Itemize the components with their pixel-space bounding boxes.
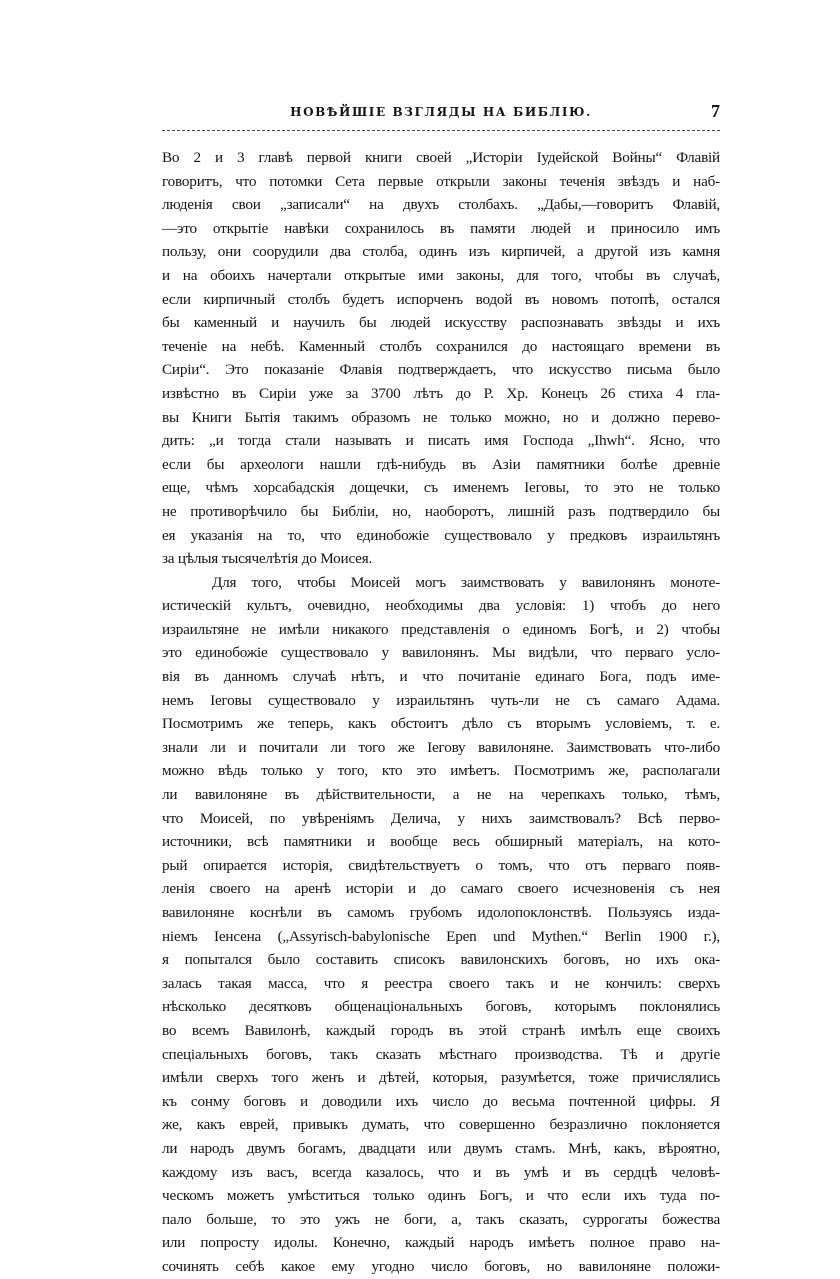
- text-line: еще, чѣмъ хорсабадскія дощечки, съ именемъ Іеговы, то это не только: [162, 479, 720, 497]
- text-line: ленія своего на аренѣ исторіи и до самаго своего исчезновенія съ нея: [162, 880, 720, 898]
- text-line: истическій культъ, очевидно, необходимы два условія: 1) чтобъ до него: [162, 597, 720, 615]
- text-line: израильтяне не имѣли никакого представленія о единомъ Богѣ, и 2) чтобы: [162, 620, 720, 638]
- text-line: бы каменный и научилъ бы людей искусству распознавать звѣзды и ихъ: [162, 314, 720, 332]
- text-line: если бы археологи нашли гдѣ-нибудь въ Азіи памятники болѣе древніе: [162, 455, 720, 473]
- paragraph: [162, 571, 720, 1279]
- text-line: рый опирается исторія, свидѣтельствуетъ о томъ, что отъ перваго появ-: [162, 856, 720, 874]
- text-line: говоритъ, что потомки Сета первые открыли законы теченія звѣздъ и наб-: [162, 172, 720, 190]
- text-line: теченіе на небѣ. Каменный столбъ сохранился до настоящаго времени въ: [162, 337, 720, 355]
- text-line: я попытался было составить списокъ вавилонскихъ боговъ, но ихъ ока-: [162, 951, 720, 969]
- text-line: имѣли сверхъ того женъ и дѣтей, которыя, разумѣется, тоже причислялись: [162, 1069, 720, 1087]
- text-line: знали ли и почитали ли того же Іегову вавилоняне. Заимствовать что-либо: [162, 738, 720, 756]
- text-line: вы Книги Бытія такимъ образомъ не только можно, но и должно перево-: [162, 408, 720, 426]
- text-line: ли народъ двумъ богамъ, двадцати или двумъ стамъ. Мнѣ, какъ, вѣроятно,: [162, 1139, 720, 1157]
- text-line: или попросту идолы. Конечно, каждый народъ имѣетъ полное право на-: [162, 1234, 720, 1252]
- running-header: [162, 103, 720, 129]
- text-line: ли вавилоняне въ дѣйствительности, а не на черепкахъ только, тѣмъ,: [162, 786, 720, 804]
- body-text: [162, 146, 720, 1279]
- text-line: можно вѣдь только у того, кто это имѣетъ. Посмотримъ же, располагали: [162, 762, 720, 780]
- text-line: ея указанія на то, что единобожіе существовало у предковъ израильтянъ: [162, 526, 720, 544]
- text-line: ческомъ можетъ умѣститься только одинъ Богъ, и что если ихъ туда по-: [162, 1187, 720, 1205]
- text-line: немъ Іеговы существовало у израильтянъ чуть-ли не съ самаго Адама.: [162, 691, 720, 709]
- text-line: каждому изъ васъ, всегда казалось, что и въ умѣ и въ сердцѣ человѣ-: [162, 1163, 720, 1181]
- text-line: спеціальныхъ боговъ, такъ сказать мѣстнаго производства. Тѣ и другіе: [162, 1045, 720, 1063]
- text-line: пало больше, то это ужъ не боги, а, такъ сказать, суррогаты божества: [162, 1210, 720, 1228]
- text-line: извѣстно въ Сиріи уже за 3700 лѣтъ до Р. Хр. Конецъ 26 стиха 4 гла-: [162, 384, 720, 402]
- text-line: источники, всѣ памятники и вообще весь обширный матеріалъ, на кото-: [162, 833, 720, 851]
- text-line: къ сонму боговъ и доводили ихъ число до весьма почтенной цифры. Я: [162, 1092, 720, 1110]
- text-line: не противорѣчило бы Библіи, но, наоборотъ, лишній разъ подтвердило бы: [162, 502, 720, 520]
- text-line: во всемъ Вавилонѣ, каждый городъ въ этой странѣ имѣлъ еще своихъ: [162, 1021, 720, 1039]
- text-line: вавилоняне коснѣли въ самомъ грубомъ идолопоклонствѣ. Пользуясь изда-: [162, 904, 720, 921]
- text-line: люденія свои „записали“ на двухъ столбахъ. „Дабы,—говоритъ Флавій,: [162, 196, 720, 214]
- running-title: НОВѢЙШІЕ ВЗГЛЯДЫ НА БИБЛІЮ.: [290, 105, 592, 119]
- text-line: если кирпичный столбъ будетъ испорченъ водой въ новомъ потопѣ, остался: [162, 290, 720, 308]
- text-line: сочинять себѣ какое ему угодно число боговъ, но вавилоняне положи-: [162, 1257, 720, 1275]
- text-line: ніемъ Іенсена („Assyrisch-babylonische Epen und Mythen.“ Berlin 1900 г.),: [162, 927, 720, 945]
- text-line: залась такая масса, что я реестра своего такъ и не кончилъ: сверхъ: [162, 974, 720, 992]
- text-line: что Моисей, по увѣреніямъ Делича, у нихъ заимствовалъ? Всѣ перво-: [162, 809, 720, 827]
- text-line: же, какъ еврей, привыкъ думать, что совершенно безразлично поклоняется: [162, 1116, 720, 1134]
- text-line: Для того, чтобы Моисей могъ заимствовать у вавилонянъ моноте-: [212, 573, 720, 591]
- text-line: вія въ данномъ случаѣ нѣтъ, и что почитаніе единаго Бога, подъ име-: [162, 668, 720, 686]
- text-line: Посмотримъ же теперь, какъ обстоитъ дѣло съ вторымъ условіемъ, т. е.: [162, 715, 720, 733]
- text-line: и на обоихъ начертали открытые ими законы, для того, чтобы въ случаѣ,: [162, 266, 720, 284]
- text-line: дить: „и тогда стали называть и писать имя Господа „Ihwh“. Ясно, что: [162, 432, 720, 450]
- header-rule: [162, 130, 720, 131]
- text-line: пользу, они соорудили два столба, одинъ изъ кирпичей, а другой изъ камня: [162, 243, 720, 261]
- text-line: это единобожіе существовало у вавилонянъ. Мы видѣли, что перваго усло-: [162, 644, 720, 662]
- paragraph: [162, 146, 720, 571]
- text-line: за цѣлыя тысячелѣтія до Моисея.: [162, 550, 373, 568]
- text-line: Во 2 и 3 главѣ первой книги своей „Исторіи Іудейской Войны“ Флавій: [162, 149, 720, 166]
- page-number: 7: [711, 101, 720, 121]
- text-line: нѣсколько десятковъ общенаціональныхъ боговъ, которымъ поклонялись: [162, 998, 720, 1016]
- text-line: Сиріи“. Это показаніе Флавія подтверждаетъ, что искусство письма было: [162, 361, 720, 379]
- text-line: —это открытіе навѣки сохранилось въ памяти людей и приносило имъ: [162, 219, 720, 237]
